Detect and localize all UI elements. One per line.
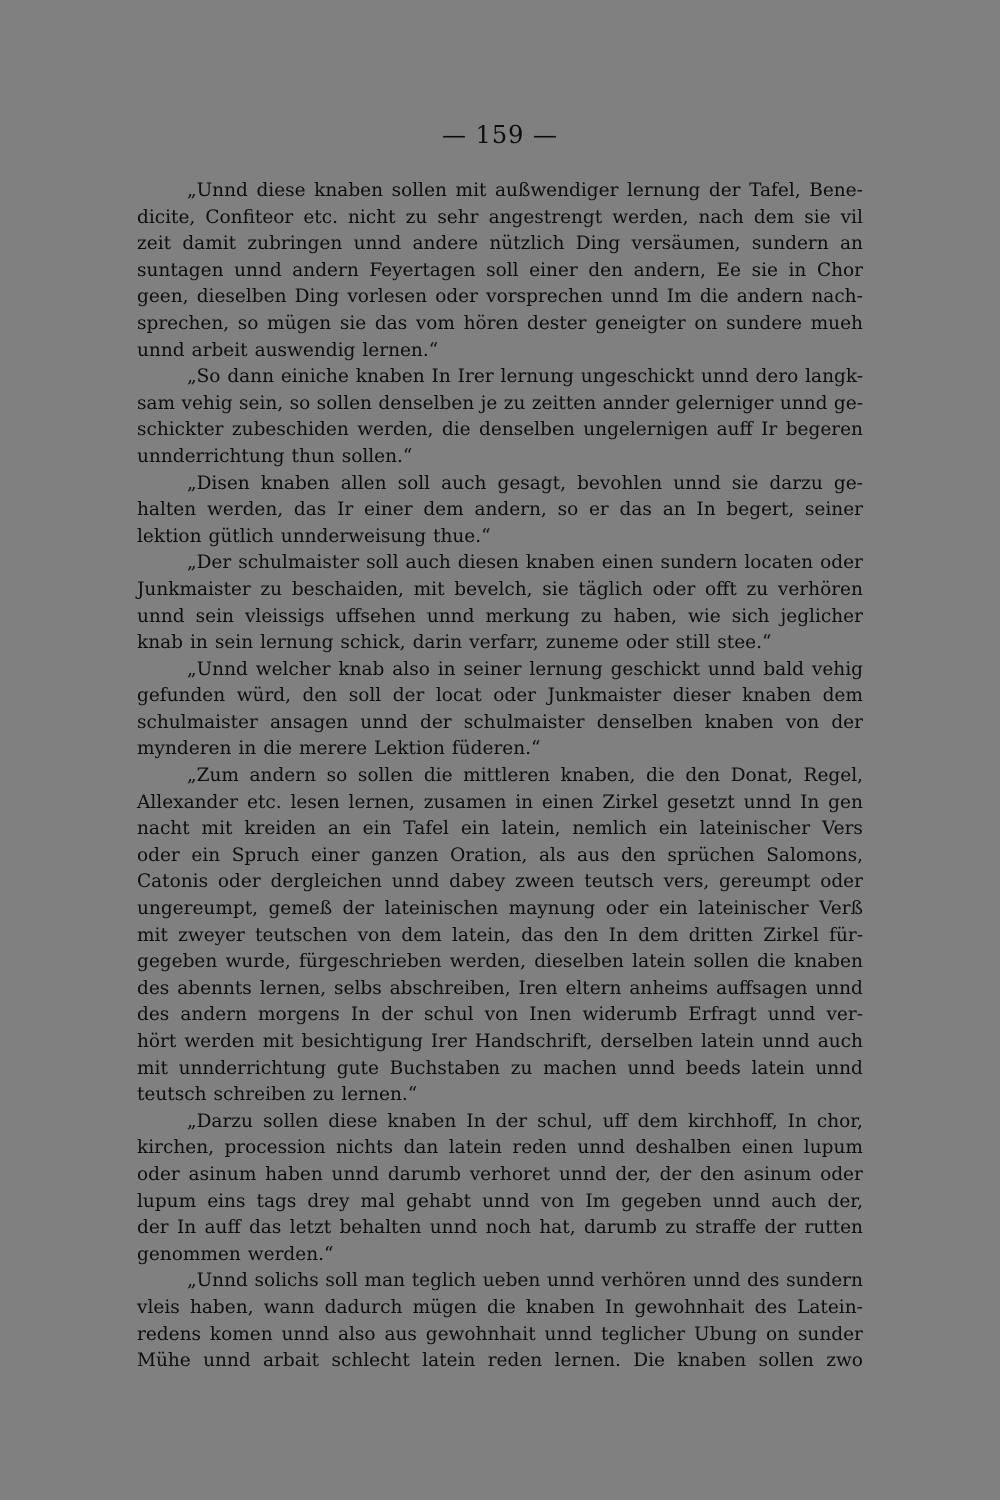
paragraph <box>137 550 863 656</box>
text-line: zeit damit zubringen unnd andere nützlich Ding versäumen, sundern an <box>137 233 863 255</box>
text-line: „Darzu sollen diese knaben In der schul, uff dem kirchhoff, In chor, <box>187 1110 863 1132</box>
text-line: geen, dieselben Ding vorlesen oder vorsprechen unnd Im die andern nach- <box>137 286 863 308</box>
text-line: suntagen unnd andern Feyertagen soll einer den andern, Ee sie in Chor <box>137 259 863 281</box>
text-line: „Disen knaben allen soll auch gesagt, bevohlen unnd sie darzu ge- <box>187 472 863 494</box>
paragraph <box>137 657 863 763</box>
text-line: „So dann einiche knaben In Irer lernung ungeschickt unnd dero langk- <box>187 366 863 388</box>
text-line: mynderen in die merere Lektion füderen.“ <box>137 738 541 760</box>
paragraph <box>137 471 863 551</box>
text-line: dicite, Confiteor etc. nicht zu sehr angestrengt werden, nach dem sie vil <box>137 206 863 228</box>
text-line: knab in sein lernung schick, darin verfarr, zuneme oder still stee.“ <box>137 632 772 654</box>
text-line: mit zweyer teutschen von dem latein, das den In dem dritten Zirkel für- <box>137 924 863 946</box>
text-line: des abennts lernen, selbs abschreiben, Iren eltern anheims auffsagen unnd <box>137 977 863 999</box>
paragraph <box>137 364 863 470</box>
text-line: sprechen, so mügen sie das vom hören dester geneigter on sundere mueh <box>137 312 863 334</box>
text-line: „Unnd diese knaben sollen mit außwendiger lernung der Tafel, Bene- <box>187 180 863 201</box>
text-line: gegeben wurde, fürgeschrieben werden, dieselben latein sollen die knaben <box>137 951 863 973</box>
text-line: „Unnd solichs soll man teglich ueben unnd verhören unnd des sundern <box>187 1270 863 1292</box>
text-line: redens komen unnd also aus gewohnhait unnd teglicher Ubung on sunder <box>137 1323 863 1345</box>
text-line: lektion gütlich unnderweisung thue.“ <box>137 525 491 547</box>
text-line: der In auff das letzt behalten unnd noch hat, darumb zu straffe der rutten <box>137 1217 863 1239</box>
text-line: „Zum andern so sollen die mittleren knaben, die den Donat, Regel, <box>187 765 863 787</box>
text-line: lupum eins tags drey mal gehabt unnd von Im gegeben unnd auch der, <box>137 1190 863 1212</box>
text-line: genommen werden.“ <box>137 1243 334 1265</box>
text-line: Allexander etc. lesen lernen, zusamen in einen Zirkel gesetzt unnd In gen <box>137 791 863 813</box>
page-body <box>137 178 863 1375</box>
text-line: vleis haben, wann dadurch mügen die knaben In gewohnhait des Latein- <box>137 1296 863 1318</box>
text-line: Catonis oder dergleichen unnd dabey zween teutsch vers, gereumpt oder <box>137 871 863 893</box>
paragraph <box>137 1268 863 1374</box>
text-line: gefunden würd, den soll der locat oder Junkmaister dieser knaben dem <box>137 685 863 707</box>
paragraph <box>137 763 863 1109</box>
paragraph <box>137 178 863 364</box>
text-line: sam vehig sein, so sollen denselben je zu zeitten annder gelerniger unnd ge- <box>137 392 863 414</box>
text-line: schulmaister ansagen unnd der schulmaister denselben knaben von der <box>137 711 863 733</box>
text-line: kirchen, procession nichts dan latein reden unnd deshalben einen lupum <box>137 1137 863 1159</box>
text-line: schickter zubeschiden werden, die denselben ungelernigen auff Ir begeren <box>137 419 863 441</box>
text-line: halten werden, das Ir einer dem andern, so er das an In begert, seiner <box>137 499 863 521</box>
text-line: hört werden mit besichtigung Irer Handschrift, derselben latein unnd auch <box>137 1031 863 1052</box>
text-line: Junkmaister zu beschaiden, mit bevelch, sie täglich oder offt zu verhören <box>137 578 863 600</box>
text-line: „Unnd welcher knab also in seiner lernung geschickt unnd bald vehig <box>187 658 863 680</box>
text-line: oder ein Spruch einer ganzen Oration, als aus den sprüchen Salomons, <box>137 844 863 866</box>
text-line: „Der schulmaister soll auch diesen knaben einen sundern locaten oder <box>187 552 863 574</box>
text-line: oder asinum haben unnd darumb verhoret unnd der, der den asinum oder <box>137 1163 863 1185</box>
text-line: nacht mit kreiden an ein Tafel ein latein, nemlich ein lateinischer Vers <box>137 818 863 840</box>
page-number: — 159 — <box>441 121 559 149</box>
text-line: mit unnderrichtung gute Buchstaben zu machen unnd beeds latein unnd <box>137 1057 863 1079</box>
text-line: unnderrichtung thun sollen.“ <box>137 445 413 467</box>
text-line: unnd arbeit auswendig lernen.“ <box>137 339 439 361</box>
paragraph <box>137 1109 863 1269</box>
text-line: ungereumpt, gemeß der lateinischen maynung oder ein lateinischer Verß <box>137 898 863 920</box>
text-line: teutsch schreiben zu lernen.“ <box>137 1084 418 1106</box>
text-line: Mühe unnd arbait schlecht latein reden lernen. Die knaben sollen zwo <box>137 1350 863 1372</box>
text-line: des andern morgens In der schul von Inen widerumb Erfragt unnd ver- <box>137 1004 863 1026</box>
text-line: unnd sein vleissigs uffsehen unnd merkung zu haben, wie sich jeglicher <box>137 605 863 627</box>
